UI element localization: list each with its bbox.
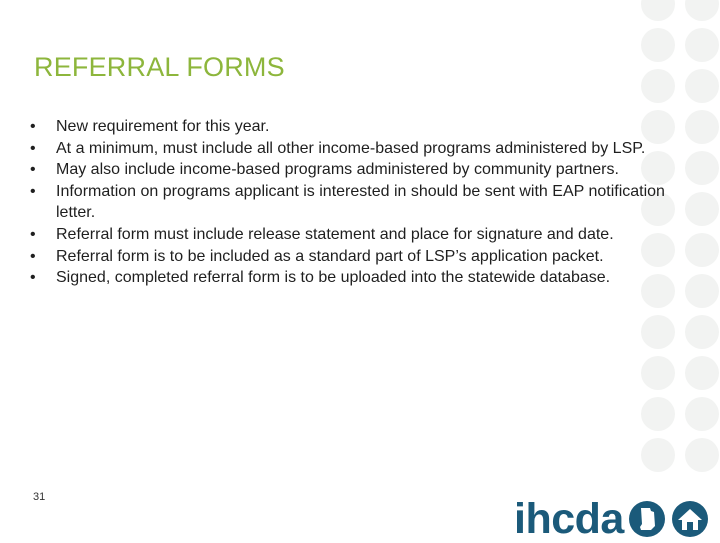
bullet-marker: • — [30, 118, 36, 135]
bullet-text: Information on programs applicant is interested in should be sent with EAP notification letter. — [56, 182, 665, 222]
bullet-item — [30, 267, 690, 289]
decorative-dot — [641, 69, 675, 103]
bullet-text: Referral form must include release statement and place for signature and date. — [56, 225, 614, 243]
decorative-dot — [685, 110, 719, 144]
decorative-dot — [685, 0, 719, 21]
decorative-dot — [641, 438, 675, 472]
decorative-dot — [685, 28, 719, 62]
bullet-text: Referral form is to be included as a standard part of LSP’s application packet. — [56, 247, 604, 265]
bullet-item — [30, 159, 690, 181]
bullet-text: At a minimum, must include all other income-based programs administered by LSP. — [56, 139, 646, 157]
decorative-dot — [641, 397, 675, 431]
decorative-dot — [685, 315, 719, 349]
bullet-marker: • — [30, 269, 36, 287]
bullet-text: New requirement for this year. — [56, 118, 270, 135]
bullet-marker: • — [30, 182, 36, 200]
bullet-item — [30, 138, 690, 160]
bullet-item — [30, 224, 690, 246]
bullet-marker: • — [30, 247, 36, 265]
decorative-dot — [685, 192, 719, 226]
bullet-item — [30, 246, 690, 268]
decorative-dot — [685, 69, 719, 103]
decorative-dot — [685, 438, 719, 472]
slide-title: REFERRAL FORMS — [34, 52, 285, 82]
decorative-dot — [641, 28, 675, 62]
decorative-dot — [641, 315, 675, 349]
decorative-dot — [685, 397, 719, 431]
bullet-text: May also include income-based programs administered by community partners. — [56, 161, 619, 179]
bullet-marker: • — [30, 161, 36, 179]
state-outline-icon — [629, 501, 665, 537]
bullet-item — [30, 181, 690, 224]
bullet-list — [30, 116, 690, 289]
house-icon — [672, 501, 708, 537]
ihcda-logo — [514, 496, 714, 542]
decorative-dot — [685, 233, 719, 267]
decorative-dot — [685, 274, 719, 308]
logo-marks — [628, 499, 714, 539]
decorative-dot — [641, 356, 675, 390]
decorative-dot — [641, 0, 675, 21]
page-number: 31 — [33, 491, 46, 503]
bullet-item — [30, 116, 690, 138]
logo-wordmark: ihcda — [514, 495, 624, 543]
bullet-marker: • — [30, 225, 36, 243]
bullet-marker: • — [30, 139, 36, 157]
decorative-dot — [685, 356, 719, 390]
decorative-dot — [685, 151, 719, 185]
bullet-text: Signed, completed referral form is to be uploaded into the statewide database. — [56, 269, 611, 287]
